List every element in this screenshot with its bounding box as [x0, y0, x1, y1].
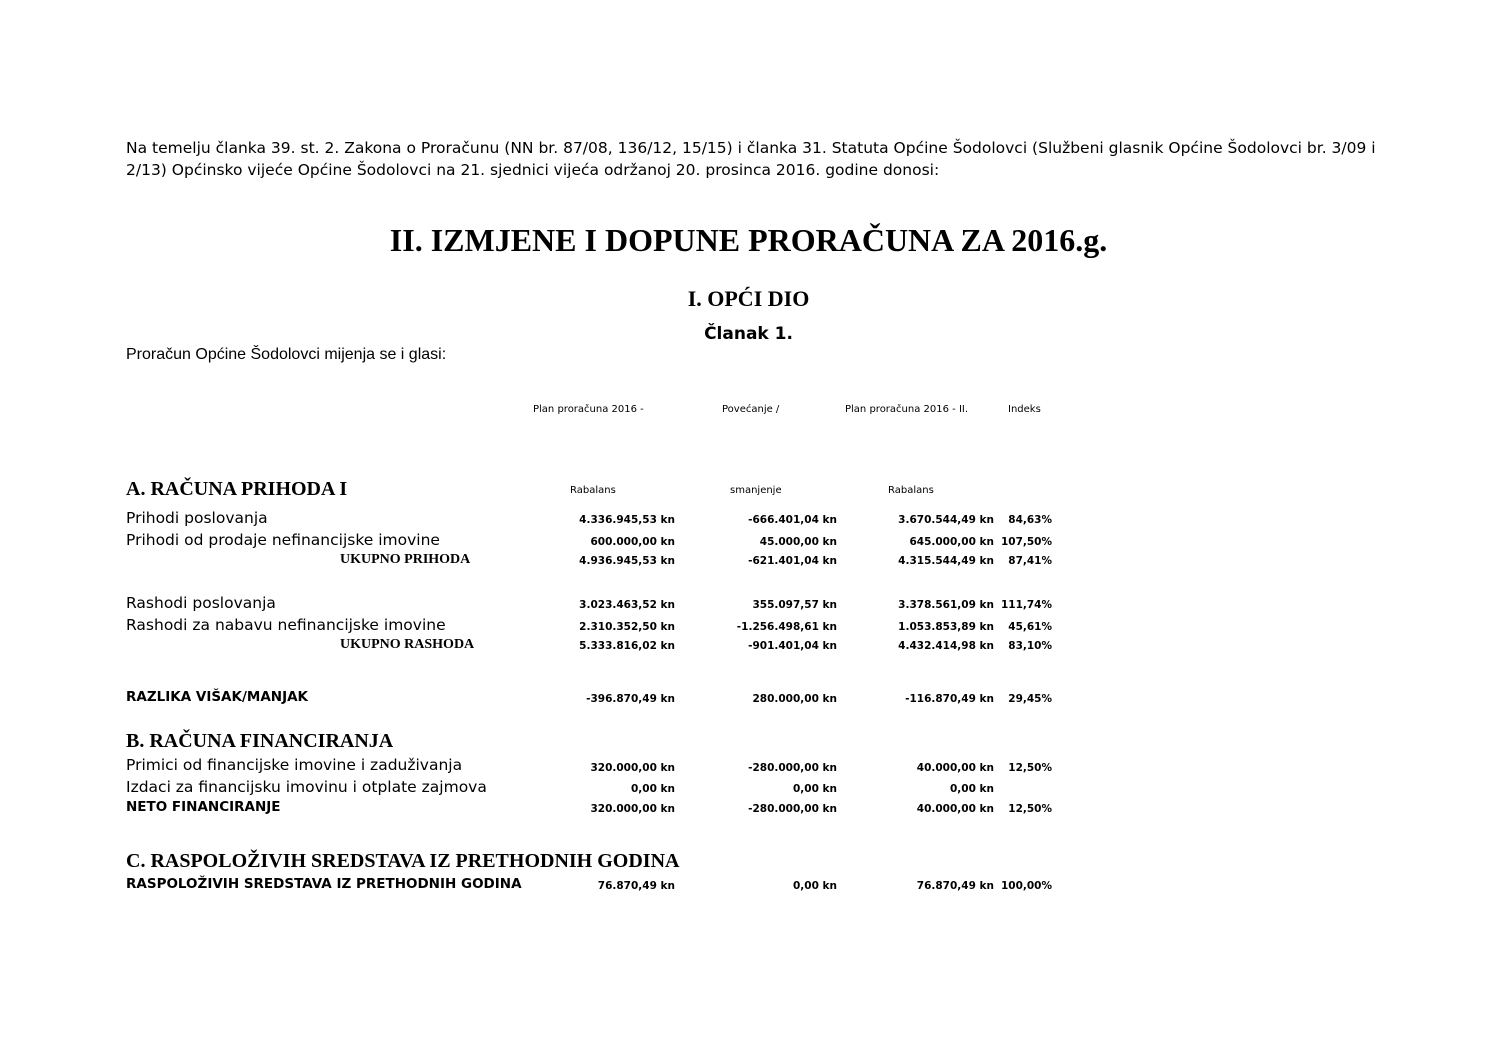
- col3-header: Plan proračuna 2016 - II.: [845, 404, 969, 415]
- available-funds-index: 100,00%: [1000, 880, 1052, 892]
- difference-label: RAZLIKA VIŠAK/MANJAK: [126, 689, 309, 705]
- net-financing-index: 12,50%: [1008, 803, 1052, 815]
- document-title: II. IZMJENE I DOPUNE PRORAČUNA ZA 2016.g.: [389, 222, 1108, 258]
- net-financing-label: NETO FINANCIRANJE: [126, 799, 281, 815]
- row-value-new-plan: 0,00 kn: [949, 783, 994, 795]
- row-label: Prihodi od prodaje nefinancijske imovine: [126, 531, 440, 549]
- row-label: Izdaci za financijsku imovinu i otplate zajmova: [126, 778, 487, 796]
- row-value-plan: 600.000,00 kn: [590, 536, 675, 548]
- available-funds-label: RASPOLOŽIVIH SREDSTAVA IZ PRETHODNIH GODINA: [126, 876, 522, 892]
- total-revenue-plan: 4.936.945,53 kn: [579, 555, 675, 567]
- row-value-change: -666.401,04 kn: [748, 514, 837, 526]
- difference-index: 29,45%: [1008, 693, 1052, 705]
- section-subtitle: I. OPĆI DIO: [687, 286, 810, 311]
- row-value-new-plan: 1.053.853,89 kn: [898, 621, 994, 633]
- row-value-new-plan: 3.378.561,09 kn: [898, 599, 994, 611]
- total-revenue-change: -621.401,04 kn: [748, 555, 837, 567]
- total-revenue-label: UKUPNO PRIHODA: [340, 552, 471, 567]
- col4-header: Indeks: [1008, 404, 1041, 415]
- available-funds-change: 0,00 kn: [792, 880, 837, 892]
- difference-change: 280.000,00 kn: [752, 693, 837, 705]
- total-revenue-new-plan: 4.315.544,49 kn: [898, 555, 994, 567]
- row-value-index: 111,74%: [1000, 599, 1052, 611]
- row-value-change: -280.000,00 kn: [748, 762, 837, 774]
- available-funds-plan: 76.870,49 kn: [597, 880, 675, 892]
- total-expense-new-plan: 4.432.414,98 kn: [898, 640, 994, 652]
- row-label: Rashodi poslovanja: [126, 594, 276, 612]
- col2-header: Povećanje /: [722, 404, 780, 415]
- difference-plan: -396.870,49 kn: [586, 693, 675, 705]
- row-value-new-plan: 40.000,00 kn: [916, 762, 994, 774]
- total-expense-plan: 5.333.816,02 kn: [579, 640, 675, 652]
- row-value-change: 0,00 kn: [792, 783, 837, 795]
- row-value-new-plan: 645.000,00 kn: [909, 536, 994, 548]
- section-b-heading: B. RAČUNA FINANCIRANJA: [126, 730, 394, 752]
- row-value-index: 45,61%: [1008, 621, 1052, 633]
- total-expense-index: 83,10%: [1008, 640, 1052, 652]
- total-expense-change: -901.401,04 kn: [748, 640, 837, 652]
- col1-subheader: Rabalans: [570, 485, 616, 496]
- total-revenue-index: 87,41%: [1008, 555, 1052, 567]
- col3-subheader: Rabalans: [888, 485, 934, 496]
- net-financing-new-plan: 40.000,00 kn: [916, 803, 994, 815]
- row-value-index: 107,50%: [1000, 536, 1052, 548]
- available-funds-new-plan: 76.870,49 kn: [916, 880, 994, 892]
- col1-header: Plan proračuna 2016 -: [533, 404, 644, 415]
- row-value-plan: 0,00 kn: [630, 783, 675, 795]
- row-label: Rashodi za nabavu nefinancijske imovine: [126, 616, 446, 634]
- col2-subheader: smanjenje: [730, 485, 782, 496]
- row-label: Primici od financijske imovine i zaduživanja: [126, 756, 463, 774]
- row-value-change: 45.000,00 kn: [759, 536, 837, 548]
- row-value-index: 84,63%: [1008, 514, 1052, 526]
- row-label: Prihodi poslovanja: [126, 509, 268, 527]
- total-expense-label: UKUPNO RASHODA: [340, 637, 475, 652]
- row-value-plan: 2.310.352,50 kn: [579, 621, 675, 633]
- row-value-change: 355.097,57 kn: [752, 599, 837, 611]
- article-heading: Članak 1.: [704, 324, 793, 344]
- difference-new-plan: -116.870,49 kn: [905, 693, 994, 705]
- row-value-plan: 320.000,00 kn: [590, 762, 675, 774]
- net-financing-plan: 320.000,00 kn: [590, 803, 675, 815]
- row-value-plan: 3.023.463,52 kn: [579, 599, 675, 611]
- row-value-change: -1.256.498,61 kn: [736, 621, 837, 633]
- row-value-plan: 4.336.945,53 kn: [579, 514, 675, 526]
- intro-paragraph: Na temelju članka 39. st. 2. Zakona o Proračunu (NN br. 87/08, 136/12, 15/15) i članka 31. Statuta Općine Šodolovci (Službeni glasnik Općine Šodolovci br. 3/09 i 2/13) Općinsko vijeće Općine Šodolovci na 21. sjednici vijeća održanoj 20. prosinca 2016. godine donosi:: [126, 139, 1376, 179]
- lead-text: Proračun Općine Šodolovci mijenja se i glasi:: [126, 346, 447, 363]
- section-a-heading: A. RAČUNA PRIHODA I: [126, 478, 348, 500]
- row-value-new-plan: 3.670.544,49 kn: [898, 514, 994, 526]
- row-value-index: 12,50%: [1008, 762, 1052, 774]
- net-financing-change: -280.000,00 kn: [748, 803, 837, 815]
- section-c-heading: C. RASPOLOŽIVIH SREDSTAVA IZ PRETHODNIH GODINA: [126, 850, 680, 872]
